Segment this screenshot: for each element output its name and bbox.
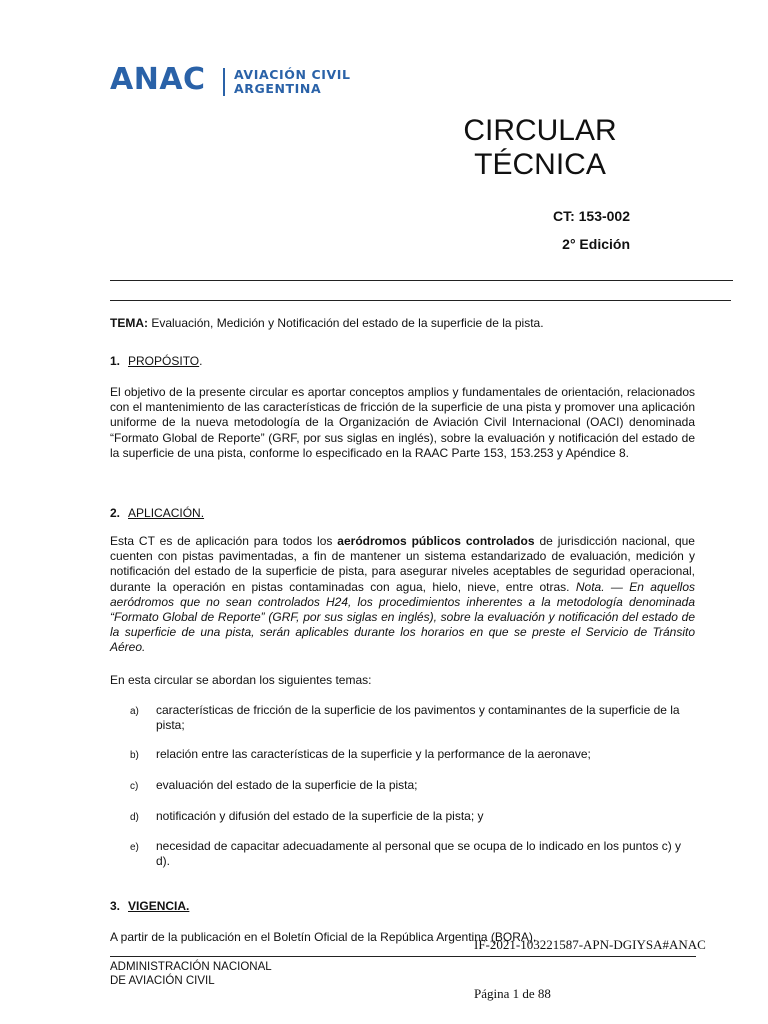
footer-org-line2: DE AVIACIÓN CIVIL bbox=[110, 975, 215, 987]
section-3-heading bbox=[110, 899, 189, 913]
section-2-body bbox=[110, 534, 695, 656]
title-line1: CIRCULAR bbox=[463, 114, 617, 147]
divider-bottom bbox=[110, 300, 731, 301]
footer-org-line1: ADMINISTRACIÓN NACIONAL bbox=[110, 961, 272, 973]
list-item bbox=[130, 809, 695, 824]
section-2-heading bbox=[110, 506, 204, 520]
footer-organization bbox=[110, 960, 272, 988]
list-item-text: evaluación del estado de la superficie de la pista; bbox=[156, 778, 418, 792]
logo-subtitle-line2: ARGENTINA bbox=[234, 81, 322, 96]
tema-text: Evaluación, Medición y Notificación del estado de la superficie de la pista. bbox=[148, 316, 544, 330]
list-item bbox=[130, 703, 695, 733]
footer-rule bbox=[110, 956, 696, 957]
logo-anac: ANAC bbox=[110, 62, 206, 97]
section-3-body: A partir de la publicación en el Boletín Oficial de la República Argentina (BORA). bbox=[110, 930, 537, 944]
section-1-heading bbox=[110, 354, 203, 368]
divider-top bbox=[110, 280, 733, 281]
title-line2: TÉCNICA bbox=[474, 148, 606, 181]
section-1-title: PROPÓSITO bbox=[128, 354, 200, 368]
logo-subtitle bbox=[234, 68, 351, 96]
section-3-number: 3. bbox=[110, 899, 121, 913]
section-2-body-pre: Esta CT es de aplicación para todos los bbox=[110, 534, 338, 548]
ct-number: CT: 153-002 bbox=[552, 208, 630, 224]
tema-line bbox=[110, 316, 695, 331]
section-2-number: 2. bbox=[110, 506, 121, 520]
section-2-title: APLICACIÓN. bbox=[128, 506, 205, 520]
section-2-body-bold: aeródromos públicos controlados bbox=[337, 534, 535, 548]
tema-label: TEMA: bbox=[110, 316, 148, 330]
document-title bbox=[440, 114, 640, 182]
section-1-number: 1. bbox=[110, 354, 121, 368]
list-item-marker: b) bbox=[130, 750, 139, 761]
list-item bbox=[130, 839, 695, 869]
list-item-text: relación entre las características de la superficie y la performance de la aeronave; bbox=[156, 747, 591, 761]
list-item-marker: c) bbox=[130, 781, 139, 792]
page-number: Página 1 de 88 bbox=[474, 986, 551, 1001]
section-2-intro: En esta circular se abordan los siguientes temas: bbox=[110, 673, 372, 687]
list-item bbox=[130, 778, 695, 793]
edition: 2° Edición bbox=[562, 236, 630, 252]
list-item-text: características de fricción de la superficie de los pavimentos y contaminantes de la superficie de la pista; bbox=[156, 703, 680, 733]
section-1-body: El objetivo de la presente circular es aportar conceptos amplios y fundamentales de orientación, relacionados con el mantenimiento de las características de fricción de la superficie de una pista y promover una aplicación uniforme de la nueva metodología de la Organización de Aviación Civil Internacional (OACI) denominada “Formato Global de Reporte” (GRF, por sus siglas en inglés), sobre la evaluación y notificación del estado de la superficie de una pista, conforme lo especificado en la RAAC Parte 153, 153.253 y Apéndice 8. bbox=[110, 385, 695, 460]
list-item-marker: a) bbox=[130, 706, 139, 717]
logo-subtitle-line1: AVIACIÓN CIVIL bbox=[234, 67, 351, 82]
section-2-note: Nota. — En aquellos aeródromos que no sean controlados H24, los procedimientos inherentes a la metodología denominada “Formato Global de Reporte” (GRF, por sus siglas en inglés), sobre la evaluación y notificación del estado de la superficie de una pista, serán aplicables durante los horarios en que se preste el Servicio de Tránsito Aéreo. bbox=[110, 579, 696, 655]
section-1-trail: . bbox=[199, 354, 203, 368]
list-item-marker: d) bbox=[130, 812, 139, 823]
section-3-title: VIGENCIA. bbox=[128, 899, 190, 913]
document-id-stamp: IF-2021-103221587-APN-DGIYSA#ANAC bbox=[474, 937, 706, 952]
list-item-text: necesidad de capacitar adecuadamente al personal que se ocupa de lo indicado en los puntos c) y d). bbox=[156, 839, 682, 869]
list-item-marker: e) bbox=[130, 842, 139, 853]
section-2-body-post: de jurisdicción nacional, que cuenten con pistas pavimentadas, a fin de mantener un sistema estandarizado de evaluación, medición y notificación del estado de la superficie de pista, para asegurar niveles aceptables de seguridad operacional, durante la operación en pistas contaminadas con agua, hielo, nieve, entre otras. bbox=[110, 534, 695, 594]
logo-divider bbox=[223, 68, 225, 96]
list-item bbox=[130, 747, 695, 762]
list-item-text: notificación y difusión del estado de la superficie de la pista; y bbox=[156, 809, 484, 823]
